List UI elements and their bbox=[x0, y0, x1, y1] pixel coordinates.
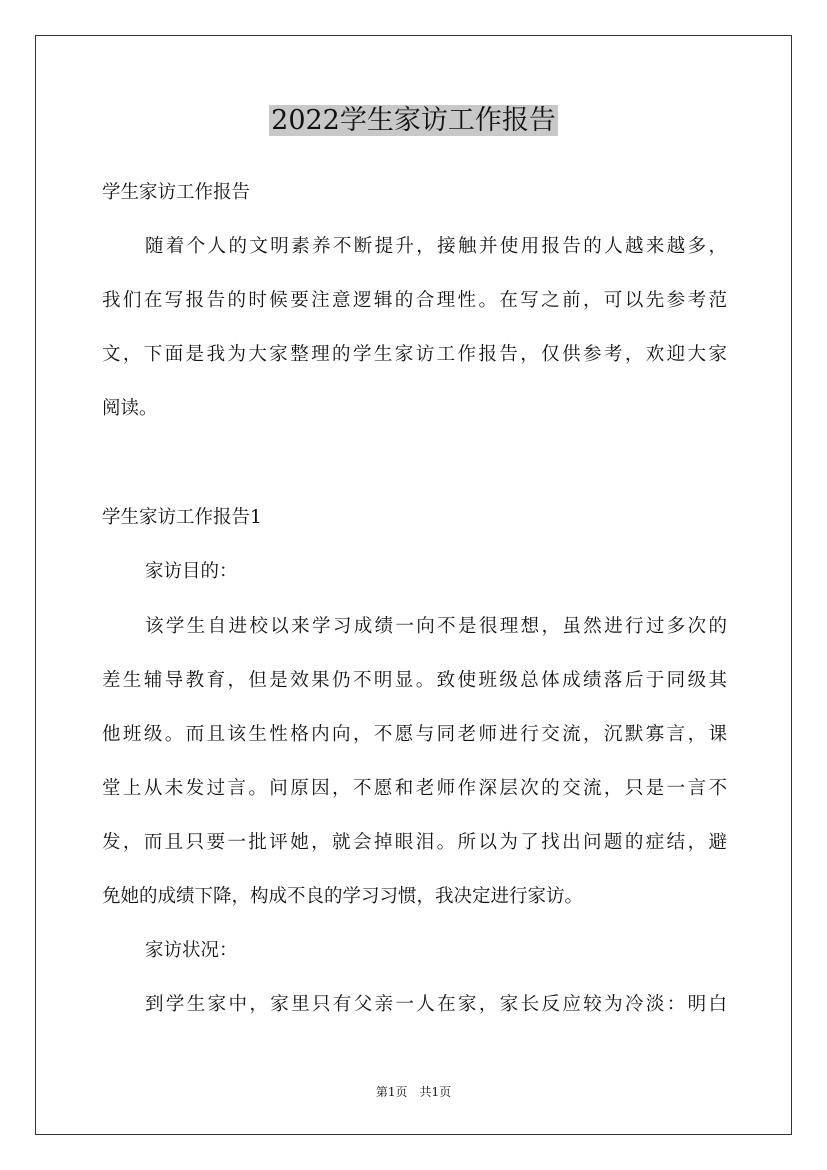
purpose-line-1: 该学生自进校以来学习成绩一向不是很理想，虽然进行过多次的 bbox=[145, 616, 727, 637]
intro-line-4: 阅读。 bbox=[102, 398, 158, 419]
document-title-text: 2022学生家访工作报告 bbox=[271, 105, 556, 136]
purpose-label: 家访目的： bbox=[145, 561, 238, 582]
intro-line-2: 我们在写报告的时候要注意逻辑的合理性。在写之前，可以先参考范 bbox=[102, 290, 727, 311]
page-footer: 第1页 共1页 bbox=[375, 1085, 452, 1099]
intro-heading: 学生家访工作报告 bbox=[102, 182, 251, 203]
intro-line-3: 文，下面是我为大家整理的学生家访工作报告，仅供参考，欢迎大家 bbox=[102, 344, 727, 365]
status-line-1: 到学生家中，家里只有父亲一人在家，家长反应较为冷淡：明白 bbox=[145, 994, 727, 1015]
purpose-line-6: 免她的成绩下降，构成不良的学习习惯，我决定进行家访。 bbox=[102, 886, 584, 907]
purpose-line-3: 他班级。而且该生性格内向，不愿与同老师进行交流，沉默寡言，课 bbox=[102, 724, 727, 745]
document-title bbox=[0, 101, 827, 141]
status-label: 家访状况： bbox=[145, 940, 238, 961]
purpose-line-5: 发，而且只要一批评她，就会掉眼泪。所以为了找出问题的症结，避 bbox=[102, 832, 727, 853]
intro-line-1: 随着个人的文明素养不断提升，接触并使用报告的人越来越多， bbox=[145, 236, 727, 257]
purpose-line-2: 差生辅导教育，但是效果仍不明显。致使班级总体成绩落后于同级其 bbox=[102, 670, 727, 691]
purpose-line-4: 堂上从未发过言。问原因，不愿和老师作深层次的交流，只是一言不 bbox=[102, 778, 727, 799]
section1-heading: 学生家访工作报告1 bbox=[102, 507, 262, 528]
